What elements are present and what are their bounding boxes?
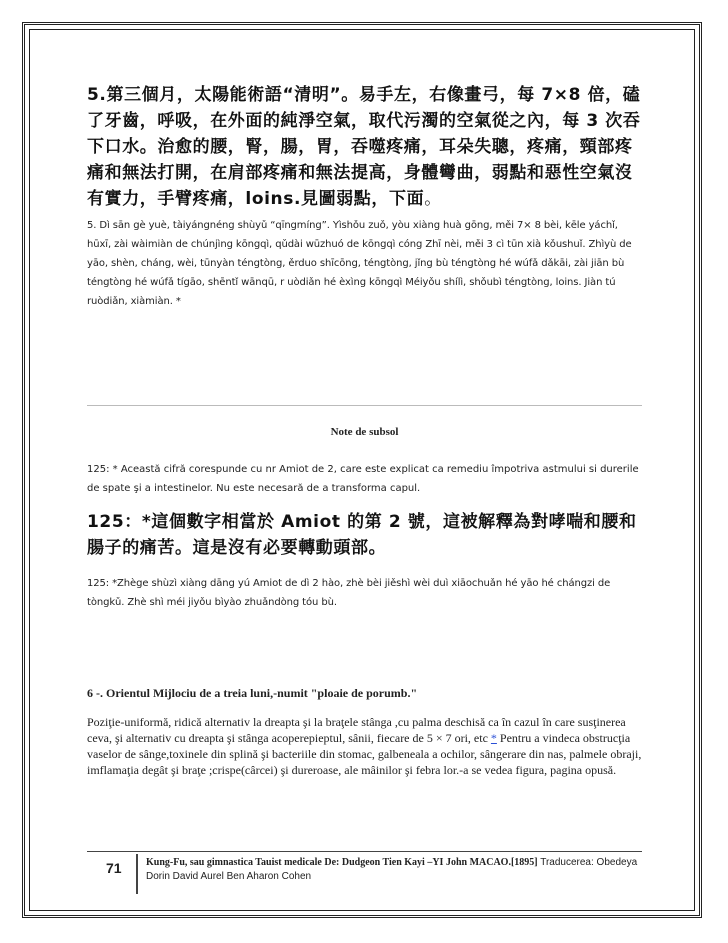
footer-title-bold: Kung-Fu, sau gimnastica Tauist medicale De: Dudgeon Tien Kayi –YI John MACAO.[1895]: [146, 857, 538, 868]
footnote-link[interactable]: *: [490, 731, 497, 745]
footnote-romanian: 125: * Această cifră corespunde cu nr Amiot de 2, care este explicat ca remediu împotriva astmului si durerile de spate şi a intestinelor. Nu este necesară de a transforma capul.: [87, 464, 639, 494]
footer-vertical-rule: [136, 854, 138, 894]
chinese-paragraph-text: 5.第三個月，太陽能術語“清明”。易手左，右像畫弓，每 7×8 倍，磕了牙齒，呼吸，在外面的純淨空氣，取代污濁的空氣從之內，每 3 次吞下口水。治愈的腰，腎，腸，胃，吞噬疼痛，耳朵失聰，疼痛，頸部疼痛和無法打開，在肩部疼痛和無法提高，身體彎曲，弱點和惡性空氣沒有實力，手臂疼痛，loins.見圖弱點，下面: [87, 85, 641, 209]
chinese-paragraph-end: 。: [424, 189, 442, 209]
footnote-heading: Note de subsol: [330, 426, 399, 438]
footnote-chinese: 125：*這個數字相當於 Amiot 的第 2 號，這被解釋為對哮喘和腰和腸子的痛苦。這是沒有必要轉動頭部。: [87, 512, 637, 558]
section-body-end: Pentru a vindeca obstrucţia vaselor de sânge,toxinele din splină şi bacteriile din stomac, galbeneala a ochilor, sângerare din nas, palmele obraji, imflamaţia degât şi braţe ;crispe(cârcei) şi dureroase, ale mâinilor şi febra lor.-a se vedea figura, pagina opusă.: [87, 731, 642, 777]
section-body: [87, 714, 642, 778]
section-body-start: Poziţie-uniformă, ridică alternativ la dreapta şi la braţele stânga ,cu palma deschisă ca în cazul în care susţinerea ceva, şi alternativ cu dreapta şi stânga acoperepieptul, sânii, fiecare de 5 × 7 ori, etc: [87, 715, 626, 745]
page-number: 71: [106, 860, 122, 876]
section-heading: 6 -. Orientul Mijlociu de a treia luni,-numit "ploaie de porumb.": [87, 686, 418, 700]
footer-title: [146, 856, 646, 884]
footer-title-rest: Traducerea: Obedeya Dorin David Aurel Ben Aharon Cohen: [146, 857, 638, 882]
pinyin-paragraph: 5. Dì sān gè yuè, tàiyángnéng shùyǔ “qīngmíng”. Yìshǒu zuǒ, yòu xiàng huà gōng, měi 7× 8 bèi, kēle yáchǐ, hūxī, zài wàimiàn de chúnjìng kōngqì, qǔdài wūzhuó de kōngqì cóng Zhī nèi, měi 3 cì tūn xià kǒushuǐ. Zhìyù de yāo, shèn, cháng, wèi, tūnyàn téngtòng, ěrduo shīcōng, téngtòng, jǐng bù téngtòng hé wúfǎ dǎkāi, zài jiān bù téngtòng hé wúfǎ tígāo, shēntǐ wānqū, r uòdiǎn hé èxìng kōngqì Méiyǒu shílì, shǒubì téngtòng, loins. Jiàn tú ruòdiǎn, xiàmiàn. *: [87, 220, 632, 307]
chinese-paragraph: [87, 82, 642, 212]
main-content: [87, 82, 642, 311]
footnote-separator: [87, 405, 642, 406]
footer-divider: [87, 851, 642, 852]
footnote-pinyin: 125: *Zhège shùzì xiàng dāng yú Amiot de dì 2 hào, zhè bèi jiěshì wèi duì xiāochuǎn hé yāo hé chángzi de tòngkǔ. Zhè shì méi jiyǒu bìyào zhuǎndòng tóu bù.: [87, 578, 611, 608]
